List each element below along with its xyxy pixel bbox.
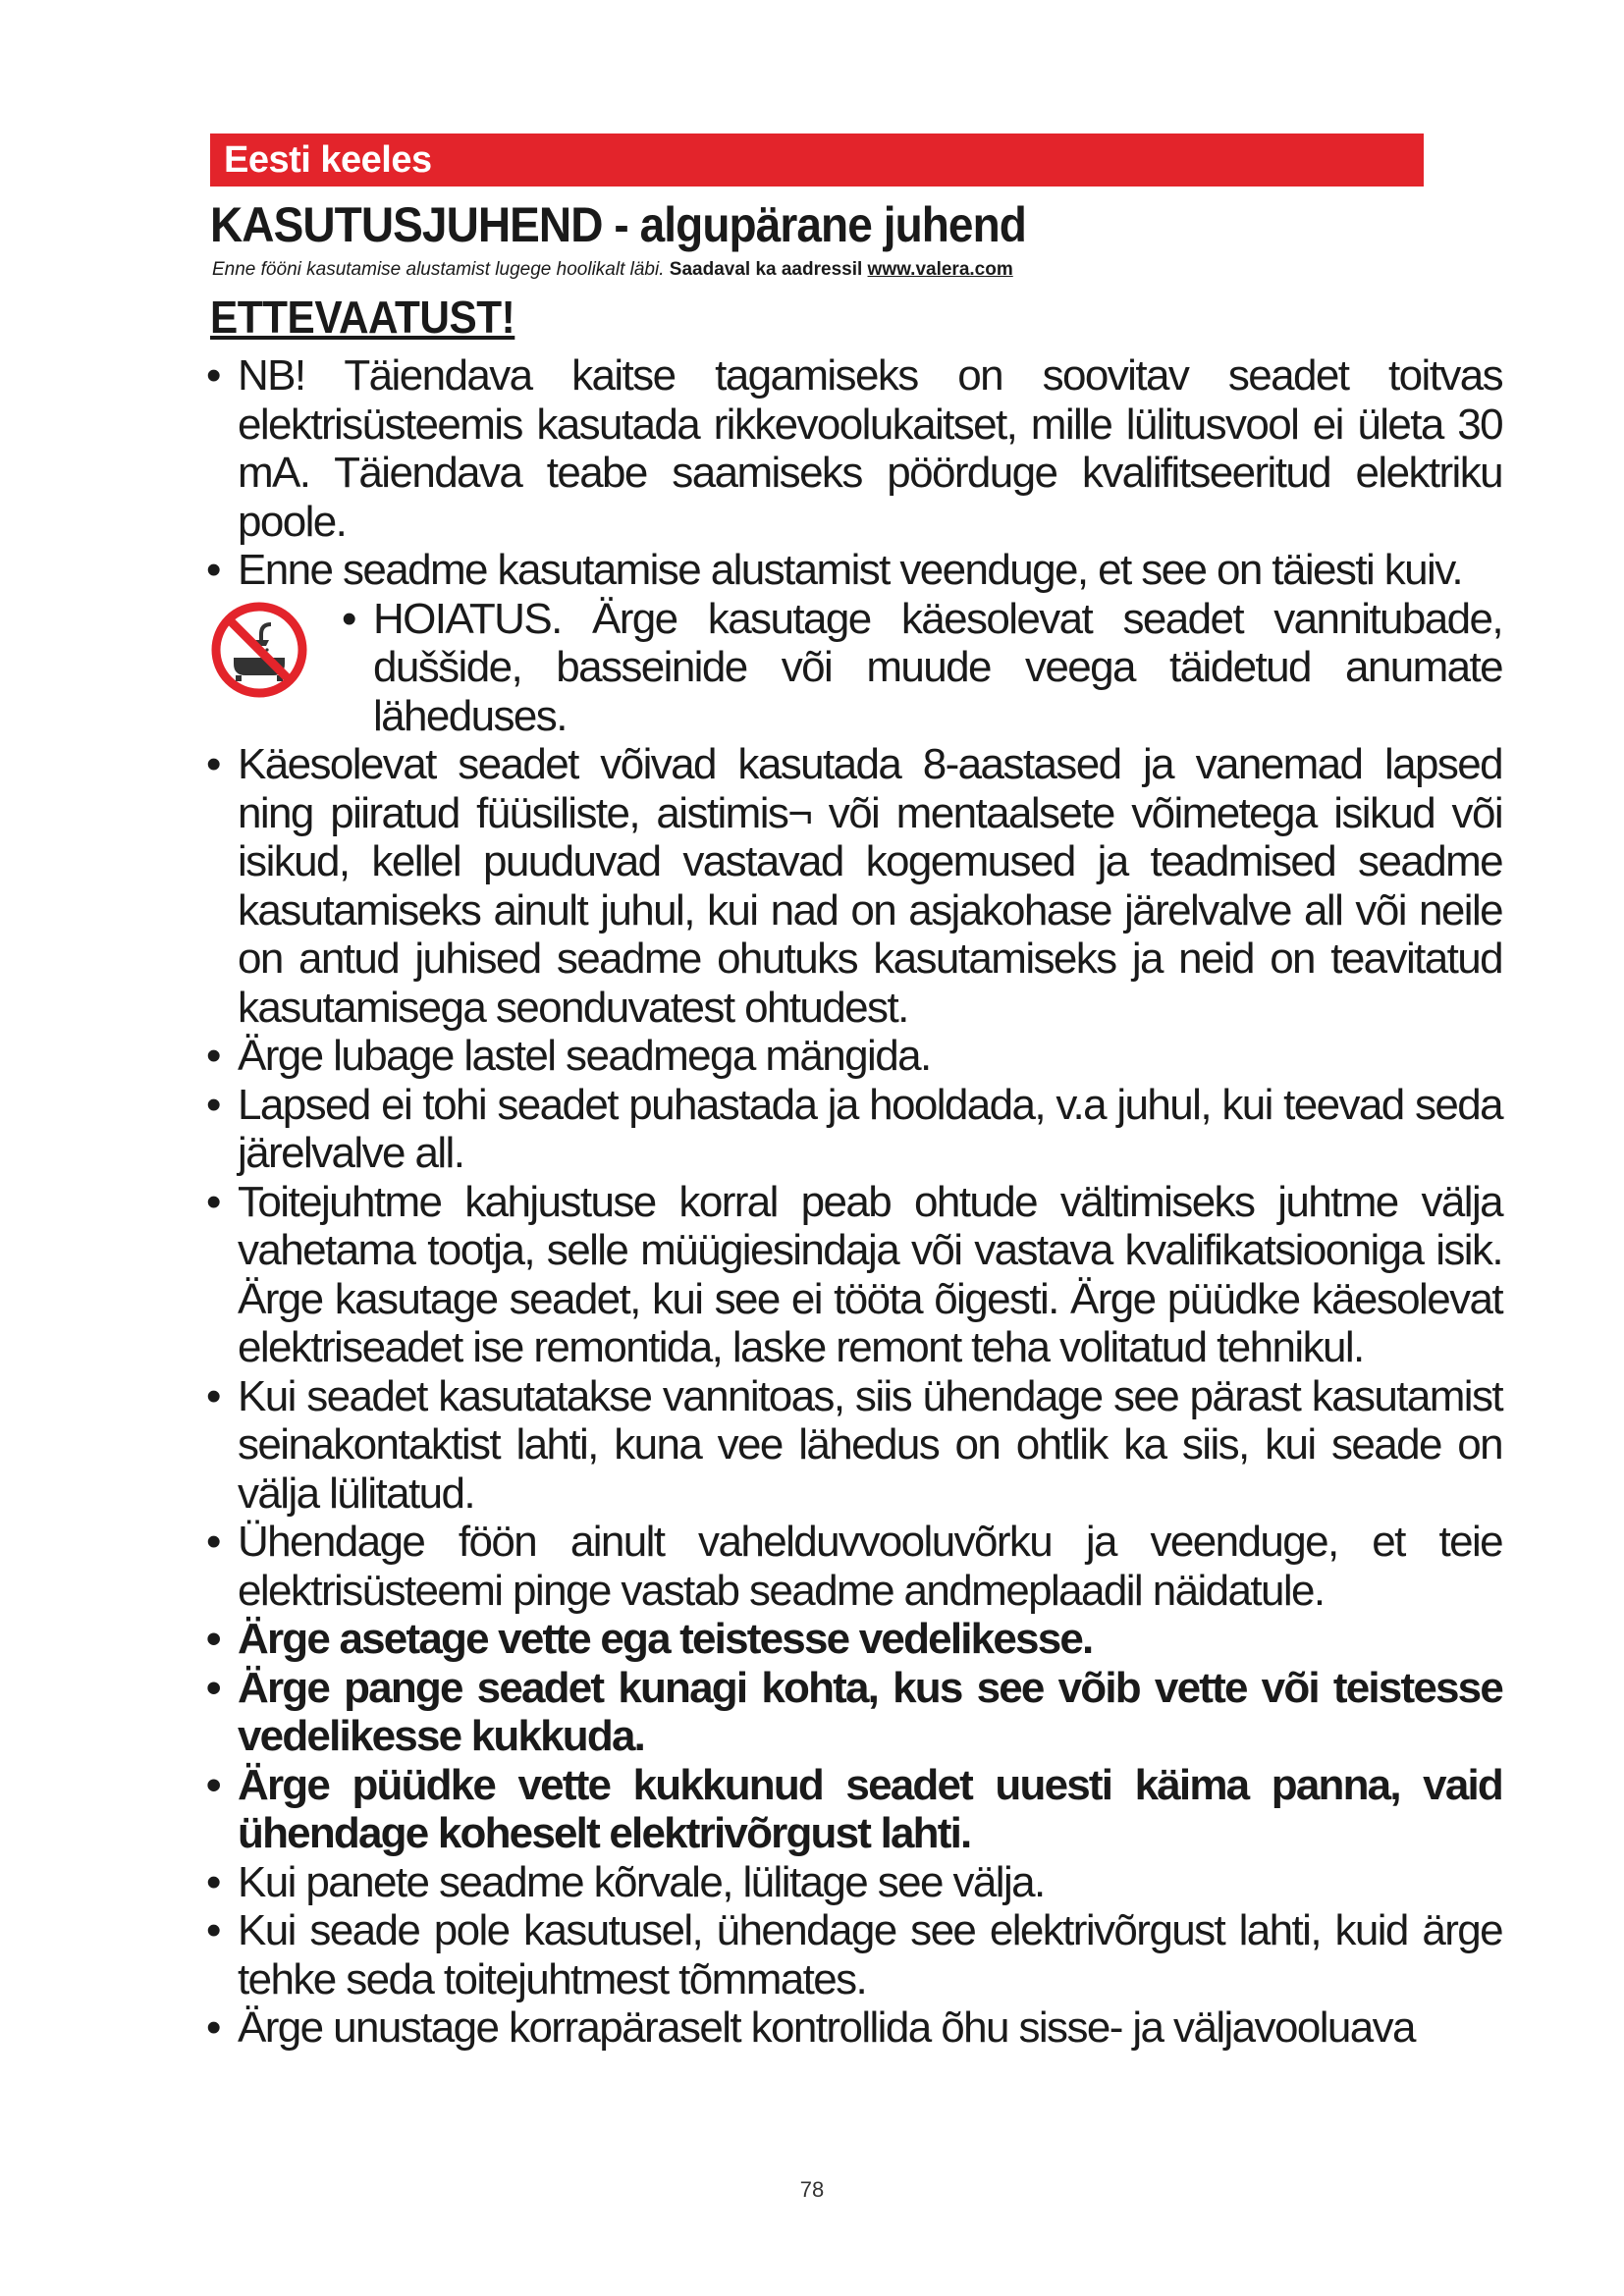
list-item <box>206 1372 1502 1519</box>
item-text: Toitejuhtme kahjustuse korral peab ohtude vältimiseks juhtme välja vahetama tootja, selle müügiesindaja või vastava kvalifikatsiooniga isik. Ärge kasutage seadet, kui see ei tööta õigesti. Ärge püüdke käesolevat elektriseadet ise remontida, laske remont teha volitatud tehnikul. <box>238 1177 1502 1371</box>
safety-list <box>206 351 1502 2053</box>
list-item <box>206 1518 1502 1615</box>
bullet: • <box>206 2003 220 2052</box>
language-banner <box>210 133 1424 187</box>
bullet: • <box>206 1080 220 1129</box>
language-label: Eesti keeles <box>224 139 432 181</box>
list-item <box>206 1178 1502 1372</box>
bullet: • <box>206 740 220 788</box>
bullet: • <box>206 1906 220 1954</box>
item-text: Ärge asetage vette ega teistesse vedelikesse. <box>238 1615 1093 1663</box>
item-text: Enne seadme kasutamise alustamist veenduge, et see on täiesti kuiv. <box>238 546 1462 594</box>
list-item <box>206 1906 1502 2003</box>
list-item <box>206 351 1502 546</box>
bullet: • <box>206 1615 220 1663</box>
bullet: • <box>206 1857 220 1906</box>
item-text: Kui seadet kasutatakse vannitoas, siis ühendage see pärast kasutamist seinakontaktist lahti, kuna vee lähedus on ohtlik ka siis, kui seade on välja lülitatud. <box>238 1371 1502 1518</box>
list-item <box>206 740 1502 1032</box>
item-text: Ärge püüdke vette kukkunud seadet uuesti käima panna, vaid ühendage koheselt elektrivõrgust lahti. <box>238 1760 1502 1857</box>
list-item <box>206 1858 1502 1907</box>
item-text: Kui panete seadme kõrvale, lülitage see välja. <box>238 1857 1045 1906</box>
bullet: • <box>206 1177 220 1226</box>
subtitle-availability: Saadaval ka aadressil <box>669 259 863 280</box>
bullet: • <box>206 1760 220 1809</box>
list-item-emphasis <box>206 1761 1502 1858</box>
bullet: • <box>206 351 220 400</box>
warning-heading: ETTEVAATUST! <box>210 292 515 343</box>
item-text: NB! Täiendava kaitse tagamiseks on soovitav seadet toitvas elektrisüsteemis kasutada rikkevoolukaitset, mille lülitusvool ei ületa 30 mA. Täiendava teabe saamiseks pöörduge kvalifitseeritud elektriku poole. <box>238 351 1502 546</box>
item-text: Kui seade pole kasutusel, ühendage see elektrivõrgust lahti, kuid ärge tehke seda toitejuhtmest tõmmates. <box>238 1906 1502 2003</box>
list-item <box>206 1081 1502 1178</box>
page-title: KASUTUSJUHEND - algupärane juhend <box>210 197 1026 252</box>
bullet: • <box>206 1518 220 1566</box>
list-item-with-icon <box>206 595 1502 741</box>
subtitle-instruction: Enne fööni kasutamise alustamist lugege hoolikalt läbi. <box>212 259 665 280</box>
list-item-emphasis <box>206 1664 1502 1761</box>
item-text: Ärge lubage lastel seadmega mängida. <box>238 1032 931 1080</box>
list-item <box>206 546 1502 595</box>
list-item <box>206 2003 1502 2053</box>
bullet: • <box>342 594 355 643</box>
no-bathtub-icon <box>210 601 308 699</box>
item-text: Ärge unustage korrapäraselt kontrollida õhu sisse- ja väljavooluava <box>238 2003 1415 2052</box>
subtitle <box>212 259 1013 281</box>
item-text: HOIATUS. Ärge kasutage käesolevat seadet vannitubade, duššide, basseinide või muude veega täidetud anumate läheduses. <box>373 594 1502 740</box>
bullet: • <box>206 1371 220 1420</box>
bullet: • <box>206 1032 220 1080</box>
bullet: • <box>206 1663 220 1712</box>
website-link[interactable]: www.valera.com <box>867 259 1013 280</box>
item-text: Ühendage föön ainult vahelduvvooluvõrku ja veenduge, et teie elektrisüsteemi pinge vastab seadme andmeplaadil näidatule. <box>238 1518 1502 1615</box>
item-text: Lapsed ei tohi seadet puhastada ja hooldada, v.a juhul, kui teevad seda järelvalve all. <box>238 1080 1502 1177</box>
page-number: 78 <box>799 2177 825 2202</box>
list-item-emphasis <box>206 1615 1502 1664</box>
item-text: Käesolevat seadet võivad kasutada 8-aastased ja vanemad lapsed ning piiratud füüsiliste, aistimis¬ või mentaalsete võimetega isikud või isikud, kellel puuduvad vastavad kogemused ja teadmised seadme kasutamiseks ainult juhul, kui nad on asjakohase järelvalve all või neile on antud juhised seadme ohutuks kasutamiseks ja neid on teavitatud kasutamisega seonduvatest ohtudest. <box>238 740 1502 1032</box>
item-text: Ärge pange seadet kunagi kohta, kus see võib vette või teistesse vedelikesse kukkuda. <box>238 1663 1502 1760</box>
list-item <box>206 1032 1502 1081</box>
bullet: • <box>206 546 220 594</box>
